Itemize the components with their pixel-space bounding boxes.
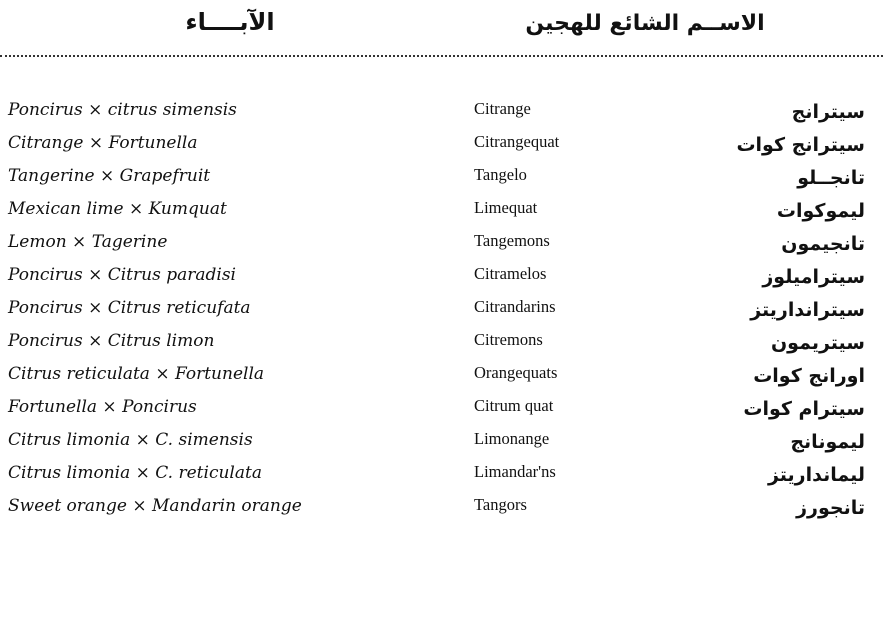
- table-row: [0, 127, 883, 160]
- table-row: [0, 292, 883, 325]
- table-row: [0, 226, 883, 259]
- parents-cell: Poncirus × Citrus paradisi: [8, 265, 236, 285]
- parents-cell: Citrus limonia × C. reticulata: [8, 463, 262, 483]
- parents-cell: Tangerine × Grapefruit: [8, 166, 211, 186]
- parents-column-header: الآبــــاء: [185, 8, 275, 36]
- parents-cell: Citrus reticulata × Fortunella: [8, 364, 265, 384]
- english-name-cell: Orangequats: [474, 363, 558, 382]
- arabic-name-cell: سيتراميلوز: [762, 266, 865, 288]
- english-name-cell: Citrum quat: [474, 396, 554, 415]
- english-name-cell: Citrangequat: [474, 132, 560, 151]
- table-row: [0, 193, 883, 226]
- arabic-name-cell: سيترانداريتز: [750, 299, 865, 321]
- parents-cell: Mexican lime × Kumquat: [8, 199, 227, 219]
- english-name-cell: Citrandarins: [474, 297, 556, 316]
- common-name-column-header: الاســم الشائع للهجين: [525, 11, 765, 36]
- table-row: [0, 259, 883, 292]
- arabic-name-cell: اورانج كوات: [753, 365, 865, 387]
- arabic-name-cell: تانجــلو: [797, 167, 865, 189]
- table-row: [0, 424, 883, 457]
- arabic-name-cell: سيترانج كوات: [736, 134, 865, 156]
- english-name-cell: Limandar'ns: [474, 462, 556, 481]
- parents-cell: Poncirus × Citrus limon: [8, 331, 215, 351]
- table-row: [0, 94, 883, 127]
- table-row: [0, 457, 883, 490]
- table-row: [0, 325, 883, 358]
- arabic-name-cell: ليموكوات: [776, 200, 865, 222]
- parents-cell: Citrange × Fortunella: [8, 133, 198, 153]
- english-name-cell: Limonange: [474, 429, 550, 448]
- parents-cell: Fortunella × Poncirus: [8, 397, 197, 417]
- english-name-cell: Citrange: [474, 99, 531, 118]
- english-name-cell: Citramelos: [474, 264, 547, 283]
- arabic-name-cell: ليمونانج: [790, 431, 865, 453]
- arabic-name-cell: سيترام كوات: [743, 398, 865, 420]
- english-name-cell: Tangemons: [474, 231, 550, 250]
- arabic-name-cell: سيترانج: [791, 101, 865, 123]
- table-row: [0, 358, 883, 391]
- header-divider: [0, 55, 883, 57]
- parents-cell: Poncirus × citrus simensis: [8, 100, 237, 120]
- arabic-name-cell: سيتريمون: [770, 332, 865, 354]
- parents-cell: Sweet orange × Mandarin orange: [8, 496, 302, 516]
- table-row: [0, 490, 883, 523]
- table-row: [0, 160, 883, 193]
- english-name-cell: Tangelo: [474, 165, 527, 184]
- english-name-cell: Citremons: [474, 330, 543, 349]
- arabic-name-cell: ليمانداريتز: [767, 464, 865, 486]
- table-row: [0, 391, 883, 424]
- parents-cell: Citrus limonia × C. simensis: [8, 430, 253, 450]
- hybrid-table: [0, 94, 883, 523]
- english-name-cell: Tangors: [474, 495, 527, 514]
- arabic-name-cell: تانجيمون: [781, 233, 865, 255]
- english-name-cell: Limequat: [474, 198, 538, 217]
- table-header: [0, 0, 883, 64]
- parents-cell: Lemon × Tagerine: [8, 232, 168, 252]
- arabic-name-cell: تانجورز: [796, 497, 865, 519]
- parents-cell: Poncirus × Citrus reticufata: [8, 298, 251, 318]
